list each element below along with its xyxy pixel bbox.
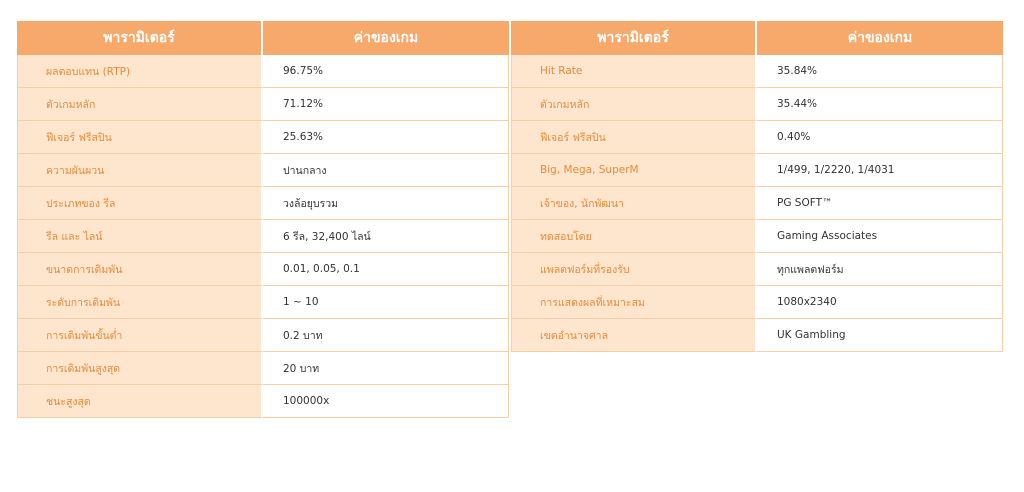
table-header-row: [511, 21, 1003, 55]
value-cell: 0.2 บาท: [263, 319, 509, 352]
game-params-table-left: [17, 21, 509, 418]
table-row: [511, 286, 1003, 319]
value-cell: UK Gambling: [757, 319, 1003, 352]
value-cell: 96.75%: [263, 55, 509, 88]
param-cell: Hit Rate: [511, 55, 757, 88]
header-parameter: พารามิเตอร์: [511, 21, 757, 55]
param-cell: Big, Mega, SuperM: [511, 154, 757, 187]
table-row: [511, 55, 1003, 88]
table-row: [17, 385, 509, 418]
param-cell: ความผันผวน: [17, 154, 263, 187]
value-cell: ปานกลาง: [263, 154, 509, 187]
table-row: [17, 220, 509, 253]
param-cell: ผลตอบแทน (RTP): [17, 55, 263, 88]
table-row: [17, 253, 509, 286]
game-params-table-right: [511, 21, 1003, 352]
param-cell: การแสดงผลที่เหมาะสม: [511, 286, 757, 319]
value-cell: 1 ~ 10: [263, 286, 509, 319]
param-cell: แพลตฟอร์มที่รองรับ: [511, 253, 757, 286]
value-cell: 0.01, 0.05, 0.1: [263, 253, 509, 286]
param-cell: ระดับการเดิมพัน: [17, 286, 263, 319]
table-row: [511, 121, 1003, 154]
value-cell: 20 บาท: [263, 352, 509, 385]
value-cell: 100000x: [263, 385, 509, 418]
table-row: [17, 352, 509, 385]
table-row: [17, 88, 509, 121]
param-cell: ชนะสูงสุด: [17, 385, 263, 418]
value-cell: 71.12%: [263, 88, 509, 121]
value-cell: 0.40%: [757, 121, 1003, 154]
table-row: [17, 121, 509, 154]
table-row: [511, 88, 1003, 121]
table-row: [511, 187, 1003, 220]
value-cell: PG SOFT™: [757, 187, 1003, 220]
table-row: [511, 220, 1003, 253]
value-cell: 25.63%: [263, 121, 509, 154]
value-cell: 35.44%: [757, 88, 1003, 121]
value-cell: 1080x2340: [757, 286, 1003, 319]
param-cell: ตัวเกมหลัก: [511, 88, 757, 121]
param-cell: เขตอำนาจศาล: [511, 319, 757, 352]
param-cell: ฟีเจอร์ ฟรีสปิน: [511, 121, 757, 154]
value-cell: วงล้อยุบรวม: [263, 187, 509, 220]
param-cell: ตัวเกมหลัก: [17, 88, 263, 121]
param-cell: ฟีเจอร์ ฟรีสปิน: [17, 121, 263, 154]
table-row: [17, 286, 509, 319]
param-cell: ขนาดการเดิมพัน: [17, 253, 263, 286]
table-row: [511, 319, 1003, 352]
param-cell: เจ้าของ, นักพัฒนา: [511, 187, 757, 220]
param-cell: การเดิมพันสูงสุด: [17, 352, 263, 385]
value-cell: 6 รีล, 32,400 ไลน์: [263, 220, 509, 253]
table-row: [17, 55, 509, 88]
value-cell: 35.84%: [757, 55, 1003, 88]
value-cell: 1/499, 1/2220, 1/4031: [757, 154, 1003, 187]
table-row: [511, 154, 1003, 187]
value-cell: Gaming Associates: [757, 220, 1003, 253]
param-cell: ประเภทของ รีล: [17, 187, 263, 220]
param-cell: ทดสอบโดย: [511, 220, 757, 253]
header-game-value: ค่าของเกม: [757, 21, 1003, 55]
table-row: [17, 187, 509, 220]
param-cell: รีล และ ไลน์: [17, 220, 263, 253]
param-cell: การเดิมพันขั้นต่ำ: [17, 319, 263, 352]
table-row: [511, 253, 1003, 286]
table-row: [17, 319, 509, 352]
table-header-row: [17, 21, 509, 55]
value-cell: ทุกแพลตฟอร์ม: [757, 253, 1003, 286]
header-parameter: พารามิเตอร์: [17, 21, 263, 55]
table-row: [17, 154, 509, 187]
header-game-value: ค่าของเกม: [263, 21, 509, 55]
